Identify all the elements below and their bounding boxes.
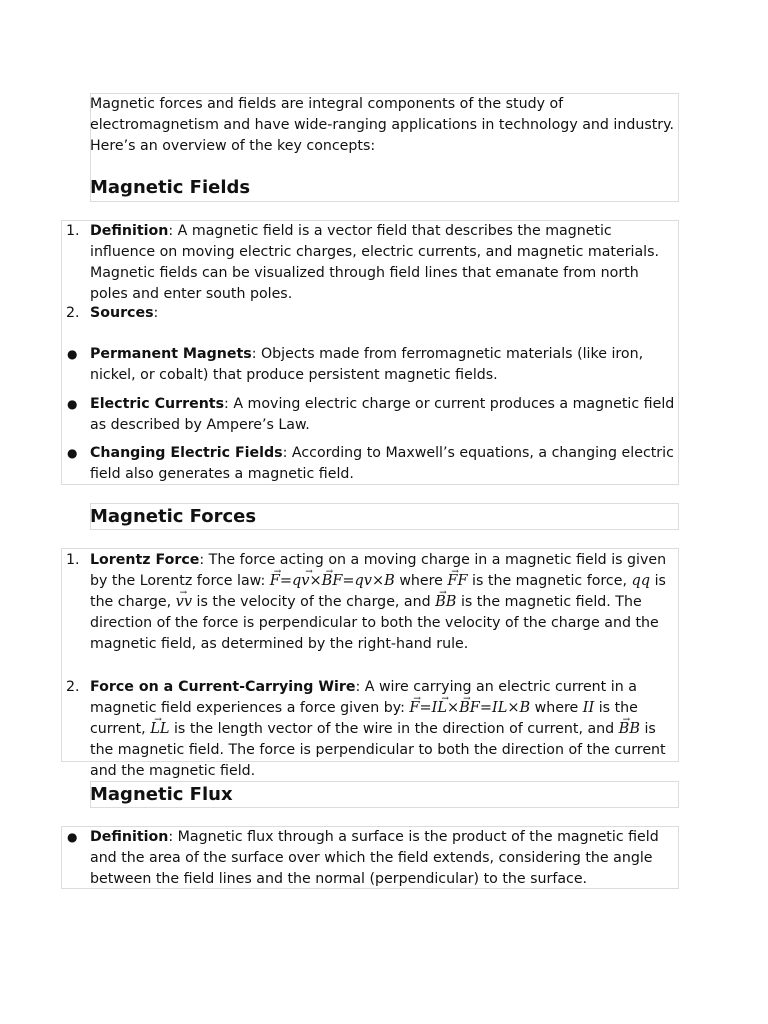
math-symbol: → F bbox=[447, 573, 457, 589]
list-item-permanent-magnets bbox=[90, 344, 676, 386]
math-symbol: → L bbox=[437, 700, 447, 716]
item-text: is the magnetic field. The direction of the force is perpendicular to both the velocity of the charge and the magnetic field, as determined by the right-hand rule. bbox=[90, 594, 659, 652]
math-symbol: → F bbox=[270, 573, 280, 589]
term: Definition bbox=[90, 223, 169, 239]
math-force bbox=[447, 573, 467, 589]
math-symbol: F=IL×B bbox=[469, 700, 531, 716]
math-symbol: B bbox=[629, 721, 640, 737]
lorentz-formula bbox=[270, 573, 395, 589]
math-length bbox=[150, 721, 169, 737]
heading-magnetic-flux: Magnetic Flux bbox=[90, 784, 233, 805]
item-text: is the current, bbox=[90, 700, 638, 737]
bullet-icon: ● bbox=[67, 347, 78, 361]
math-velocity bbox=[176, 594, 192, 610]
item-text: : Magnetic flux through a surface is the product of the magnetic field and the area of the surface over which the field extends, considering the angle between the field lines and the normal (perpendicular) to the surface. bbox=[90, 829, 659, 887]
bullet-icon: ● bbox=[67, 830, 78, 844]
list-number: 1. bbox=[66, 223, 80, 239]
math-symbol: → B bbox=[435, 594, 446, 610]
math-current: II bbox=[582, 700, 595, 716]
math-symbol: L bbox=[159, 721, 170, 737]
heading-magnetic-fields: Magnetic Fields bbox=[90, 177, 251, 198]
item-text: : bbox=[153, 305, 159, 321]
heading-magnetic-forces: Magnetic Forces bbox=[90, 506, 257, 527]
list-item-definition bbox=[90, 221, 676, 305]
math-symbol: → B bbox=[619, 721, 630, 737]
math-symbol: → v bbox=[176, 594, 184, 610]
math-symbol: → F bbox=[409, 700, 419, 716]
item-text: : The force acting on a moving charge in a magnetic field is given by the Lorentz force law: bbox=[90, 552, 667, 589]
item-text: : A moving electric charge or current produces a magnetic field as described by Ampere’s Law. bbox=[90, 396, 675, 433]
math-symbol: → B bbox=[322, 573, 333, 589]
wire-force-formula bbox=[409, 700, 530, 716]
bullet-icon: ● bbox=[67, 446, 78, 460]
item-text: where bbox=[530, 700, 583, 716]
list-item-sources bbox=[90, 303, 676, 324]
term: Electric Currents bbox=[90, 396, 225, 412]
intro-paragraph: Magnetic forces and fields are integral components of the study of electromagnetism and have wide-ranging applications in technology and industry. Here’s an overview of the key concepts: bbox=[90, 96, 675, 154]
item-text: : According to Maxwell’s equations, a changing electric field also generates a magnetic field. bbox=[90, 445, 674, 482]
math-symbol: =I bbox=[419, 700, 438, 716]
math-symbol: F=qv×B bbox=[332, 573, 395, 589]
list-item-lorentz-force bbox=[90, 550, 676, 655]
term: Definition bbox=[90, 829, 169, 845]
item-text: : A magnetic field is a vector field that describes the magnetic influence on moving electric charges, electric currents, and magnetic materials. Magnetic fields can be visualized through field lines that emanate from north poles and enter south poles. bbox=[90, 223, 660, 302]
item-text: : A wire carrying an electric current in a magnetic field experiences a force given by: bbox=[90, 679, 637, 716]
list-item-changing-electric-fields bbox=[90, 443, 676, 485]
math-symbol: → B bbox=[459, 700, 470, 716]
list-item-force-on-wire bbox=[90, 677, 676, 782]
list-number: 2. bbox=[66, 679, 80, 695]
item-text: is the length vector of the wire in the direction of current, and bbox=[169, 721, 619, 737]
item-text: is the velocity of the charge, and bbox=[192, 594, 436, 610]
math-symbol: =q bbox=[279, 573, 302, 589]
math-symbol: F bbox=[457, 573, 468, 589]
item-text: is the charge, bbox=[90, 573, 666, 610]
math-charge: qq bbox=[631, 573, 651, 589]
math-symbol: × bbox=[309, 573, 322, 589]
math-symbol: × bbox=[446, 700, 460, 716]
term: Sources bbox=[90, 305, 154, 321]
list-number: 2. bbox=[66, 305, 80, 321]
item-text: is the magnetic force, bbox=[467, 573, 632, 589]
math-field bbox=[619, 721, 640, 737]
math-symbol: v bbox=[183, 594, 193, 610]
bullet-icon: ● bbox=[67, 397, 78, 411]
term: Lorentz Force bbox=[90, 552, 200, 568]
item-text: is the magnetic field. The force is perpendicular to both the direction of the current and the magnetic field. bbox=[90, 721, 666, 779]
term: Changing Electric Fields bbox=[90, 445, 283, 461]
term: Force on a Current-Carrying Wire bbox=[90, 679, 356, 695]
item-text: where bbox=[394, 573, 448, 589]
list-item-flux-definition bbox=[90, 827, 676, 890]
math-field bbox=[435, 594, 456, 610]
list-number: 1. bbox=[66, 552, 80, 568]
term: Permanent Magnets bbox=[90, 346, 252, 362]
item-text: : Objects made from ferromagnetic materials (like iron, nickel, or cobalt) that produce persistent magnetic fields. bbox=[90, 346, 644, 383]
math-symbol: B bbox=[445, 594, 457, 610]
math-symbol: → v bbox=[301, 573, 309, 589]
math-symbol: → L bbox=[150, 721, 160, 737]
list-item-electric-currents bbox=[90, 394, 676, 436]
